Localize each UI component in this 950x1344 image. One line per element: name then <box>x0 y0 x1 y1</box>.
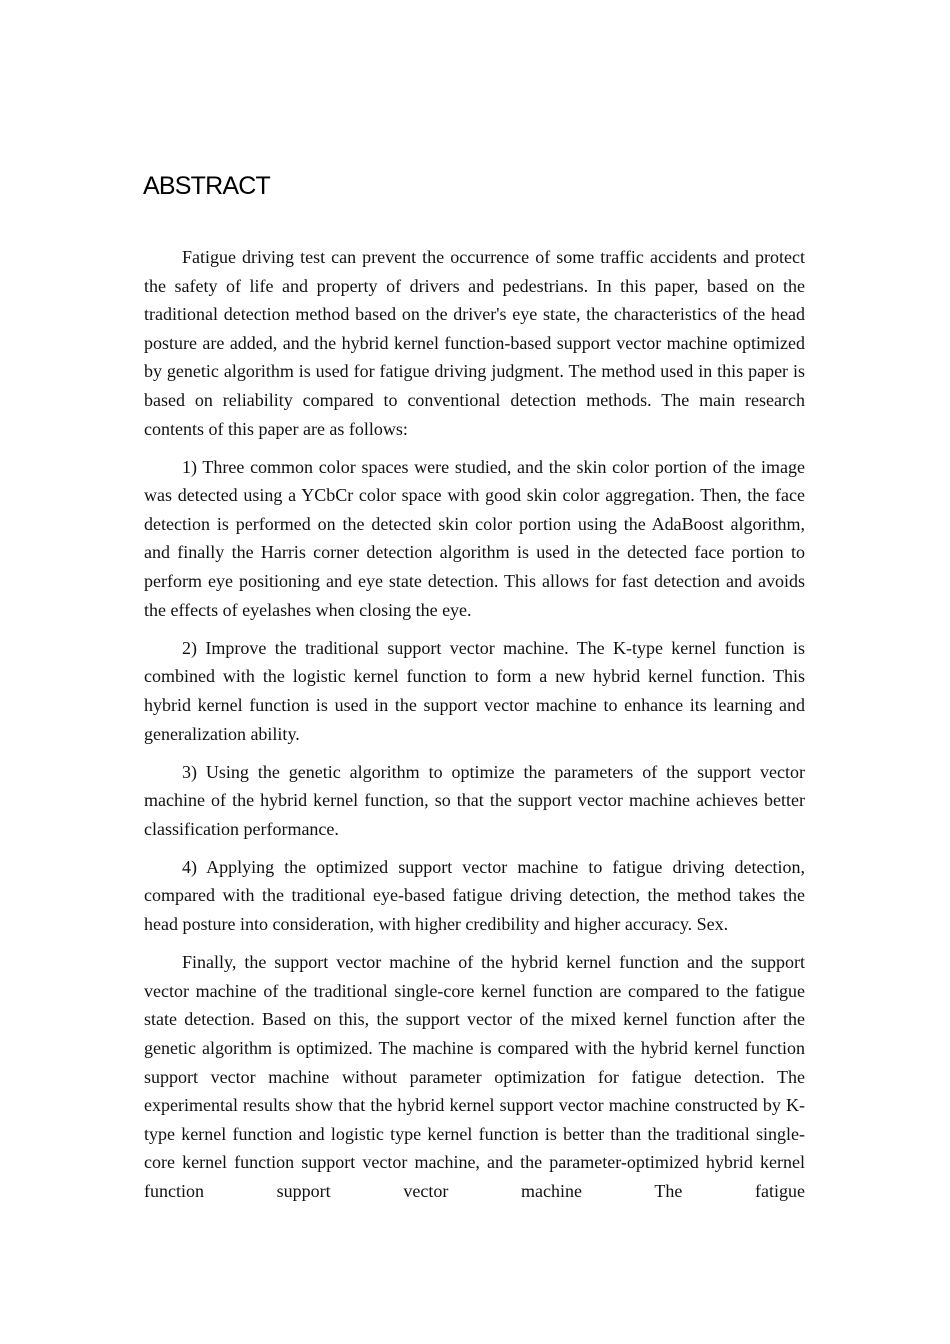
paragraph-intro: Fatigue driving test can prevent the occurrence of some traffic accidents and protect the safety of life and property of drivers and pedestrians. In this paper, based on the traditional detection method based on the driver's eye state, the characteristics of the head posture are added, and the hybrid kernel function-based support vector machine optimized by genetic algorithm is used for fatigue driving judgment. The method used in this paper is based on reliability compared to conventional detection methods. The main research contents of this paper are as follows: <box>144 247 805 439</box>
paragraph-item-2: 2) Improve the traditional support vector machine. The K-type kernel function is combined with the logistic kernel function to form a new hybrid kernel function. This hybrid kernel function is used in the support vector machine to enhance its learning and generalization ability. <box>144 637 805 744</box>
paragraph-item-1: 1) Three common color spaces were studied, and the skin color portion of the image was detected using a YCbCr color space with good skin color aggregation. Then, the face detection is performed on the detected skin color portion using the AdaBoost algorithm, and finally the Harris corner detection algorithm is used in the detected face portion to perform eye positioning and eye state detection. This allows for fast detection and avoids the effects of eyelashes when closing the eye. <box>144 456 805 620</box>
paragraph-item-3: 3) Using the genetic algorithm to optimize the parameters of the support vector machine of the hybrid kernel function, so that the support vector machine achieves better classification performance. <box>144 761 805 839</box>
paragraph-conclusion: Finally, the support vector machine of the hybrid kernel function and the support vector machine of the traditional single-core kernel function are compared to the fatigue state detection. Based on this, the support vector of the mixed kernel function after the genetic algorithm is optimized. The machine is compared with the hybrid kernel function support vector machine without parameter optimization for fatigue detection. The experimental results show that the hybrid kernel support vector machine constructed by K-type kernel function and logistic type kernel function is better than the traditional single-core kernel function support vector machine, and the parameter-optimized hybrid kernel function support vector machine The fatigue <box>144 952 805 1201</box>
abstract-heading: ABSTRACT <box>143 172 270 200</box>
paragraph-item-4: 4) Applying the optimized support vector machine to fatigue driving detection, compared with the traditional eye-based fatigue driving detection, the method takes the head posture into consideration, with higher credibility and higher accuracy. Sex. <box>144 856 805 935</box>
abstract-body <box>144 243 805 1215</box>
